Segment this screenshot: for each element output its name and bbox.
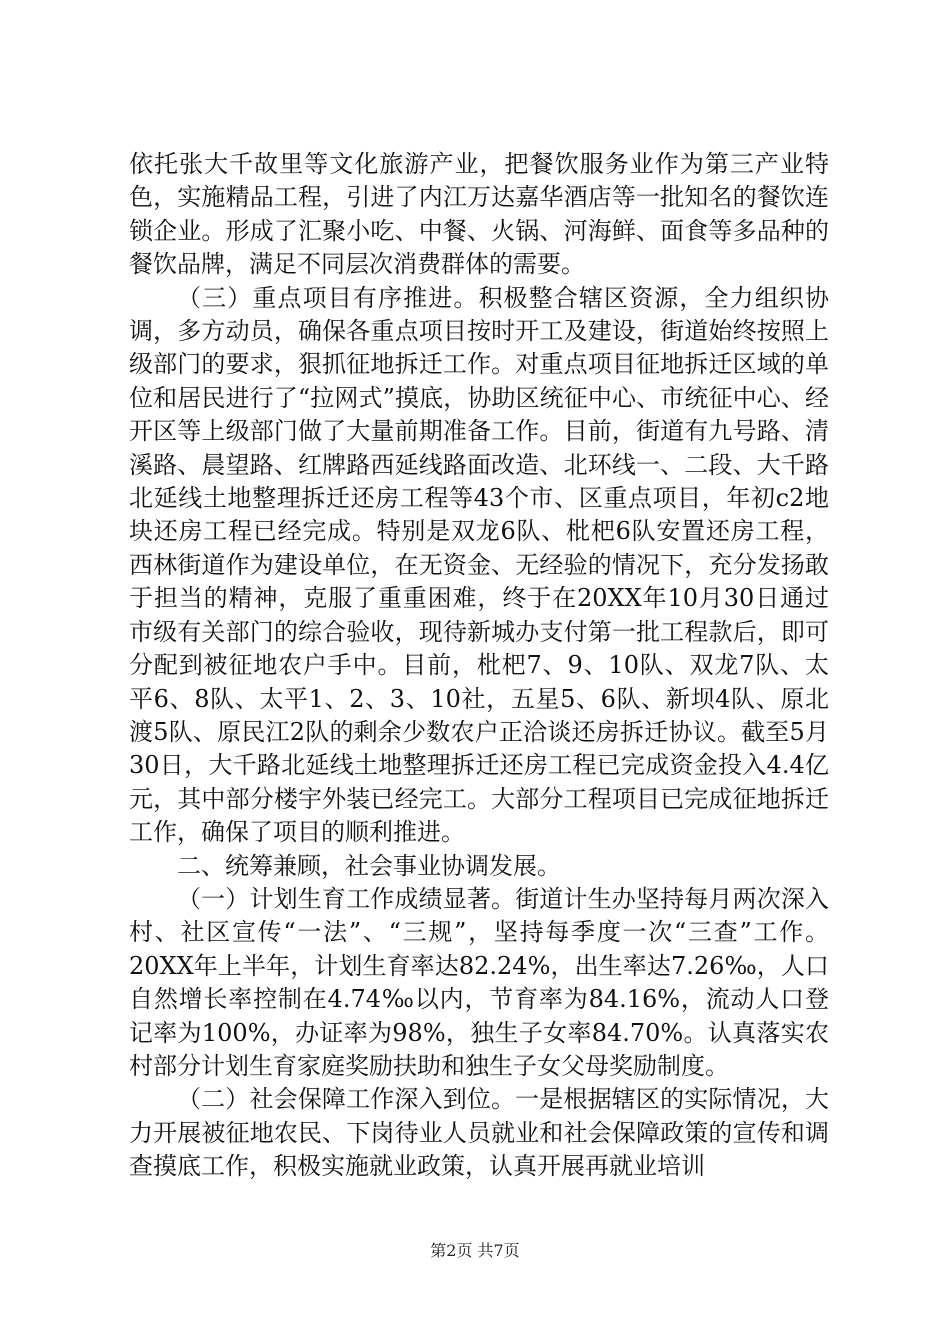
paragraph-key-projects: （三）重点项目有序推进。积极整合辖区资源，全力组织协调，多方动员，确保各重点项目按时开工及建设，街道始终按照上级部门的要求，狠抓征地拆迁工作。对重点项目征地拆迁区域的单位和居民进行了“拉网式”摸底，协助区统征中心、市统征中心、经开区等上级部门做了大量前期准备工作。目前，街道有九号路、清溪路、晨望路、红牌路西延线路面改造、北环线一、二段、大千路北延线土地整理拆迁还房工程等43个市、区重点项目，年初c2地块还房工程已经完成。特别是双龙6队、枇杷6队安置还房工程，西林街道作为建设单位，在无资金、无经验的情况下，充分发扬敢于担当的精神，克服了重重困难，终于在20XX年10月30日通过市级有关部门的综合验收，现待新城办支付第一批工程款后，即可分配到被征地农户手中。目前，枇杷7、9、10队、双龙7队、太平6、8队、太平1、2、3、10社，五星5、6队、新坝4队、原北渡5队、原民江2队的剩余少数农户正洽谈还房拆迁协议。截至5月30日，大千路北延线土地整理拆迁还房工程已完成资金投入4.4亿元，其中部分楼宇外装已经完工。大部分工程项目已完成征地拆迁工作，确保了项目的顺利推进。	[129, 283, 829, 847]
paragraph-social-security: （二）社会保障工作深入到位。一是根据辖区的实际情况，大力开展被征地农民、下岗待业人员就业和社会保障政策的宣传和调查摸底工作，积极实施就业政策，认真开展再就业培训	[129, 1085, 829, 1181]
page-number-footer: 第2页 共7页	[430, 1241, 520, 1260]
section-heading-social-affairs: 二、统筹兼顾，社会事业协调发展。	[177, 851, 561, 880]
document-body	[129, 148, 829, 1184]
paragraph-family-planning: （一）计划生育工作成绩显著。街道计生办坚持每月两次深入村、社区宣传“一法”、“三规”，坚持每季度一次“三查”工作。20XX年上半年，计划生育率达82.24%，出生率达7.26‰，人口自然增长率控制在4.74‰以内，节育率为84.16%，流动人口登记率为100%，办证率为98%，独生子女率84.70%。认真落实农村部分计划生育家庭奖励扶助和独生子女父母奖励制度。	[129, 884, 829, 1080]
paragraph-catering: 依托张大千故里等文化旅游产业，把餐饮服务业作为第三产业特色，实施精品工程，引进了内江万达嘉华酒店等一批知名的餐饮连锁企业。形成了汇聚小吃、中餐、火锅、河海鲜、面食等多品种的餐饮品牌，满足不同层次消费群体的需要。	[129, 150, 829, 279]
